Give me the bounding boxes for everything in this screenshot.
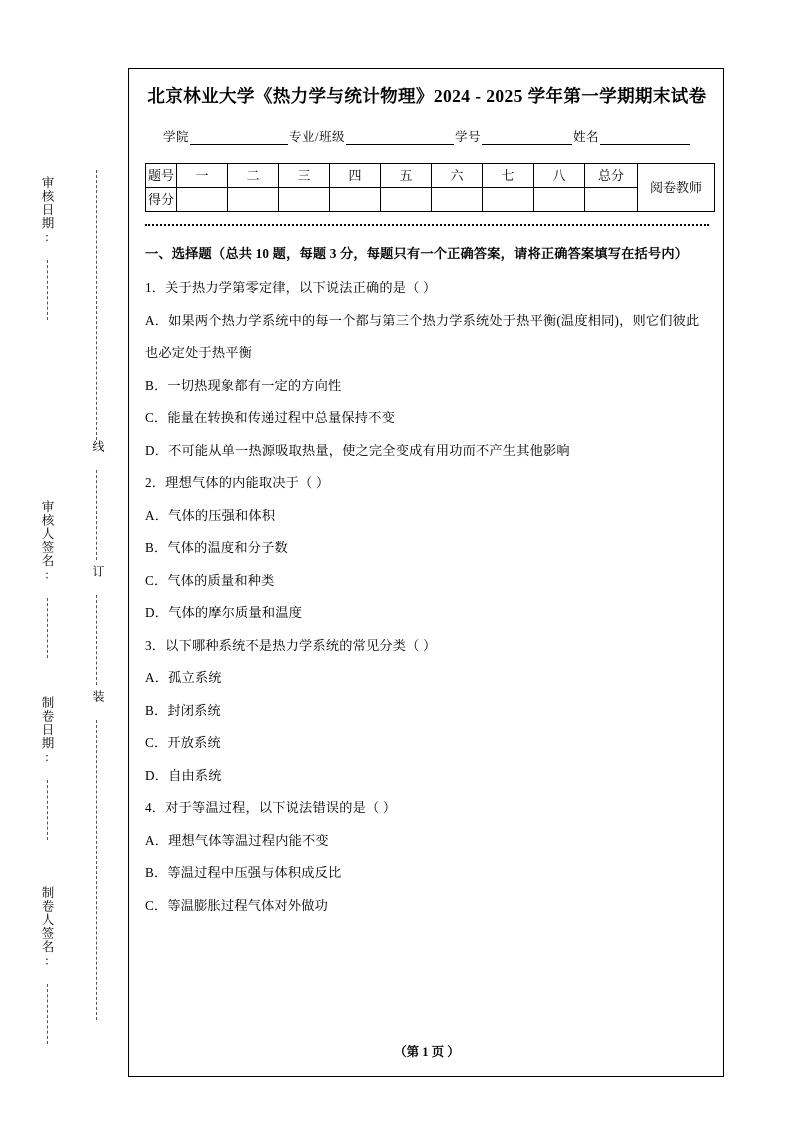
left-margin-annotations xyxy=(0,0,128,1122)
exam-page xyxy=(128,68,724,1077)
page-content xyxy=(145,79,709,922)
seal-label-bind: 订 xyxy=(91,565,105,577)
field-blank-name[interactable] xyxy=(600,130,690,145)
question-3-stem: 3．以下哪种系统不是热力学系统的常见分类（ ） xyxy=(145,637,437,653)
score-value-7[interactable] xyxy=(483,188,534,212)
margin-reviewer-signature: 审核人签名: xyxy=(40,500,54,583)
margin-paper-signature: 制卷人签名: xyxy=(40,886,54,969)
score-row2-header-text: 得分 xyxy=(147,191,174,207)
question-4-option-b: B．等温过程中压强与体积成反比 xyxy=(145,865,342,880)
margin-paper-signature-line xyxy=(47,984,48,1044)
score-col-2: 二 xyxy=(228,164,279,188)
question-2-option-d: D．气体的摩尔质量和温度 xyxy=(145,605,302,620)
field-label-studentid: 学号 xyxy=(454,130,481,144)
question-2-option-c: C．气体的质量和种类 xyxy=(145,572,275,588)
question-1-option-a: A．如果两个热力学系统中的每一个都与第三个热力学系统处于热平衡(温度相同)，则它们彼此也必定处于热平衡 xyxy=(145,312,700,360)
question-3-option-c: C．开放系统 xyxy=(145,735,221,750)
score-teacher-label: 阅卷教师 xyxy=(649,179,702,195)
score-table-row-header xyxy=(146,164,715,188)
margin-review-date-line xyxy=(47,260,48,320)
question-4-option-c: C．等温膨胀过程气体对外做功 xyxy=(145,897,329,913)
score-value-3[interactable] xyxy=(279,188,330,212)
seal-dash-bottom xyxy=(96,720,97,1020)
question-4-option-a: A．理想气体等温过程内能不变 xyxy=(145,832,329,848)
exam-body xyxy=(145,240,709,922)
question-1-option-b: B．一切热现象都有一定的方向性 xyxy=(145,377,342,393)
field-label-name: 姓名 xyxy=(573,130,600,144)
question-4-stem: 4．对于等温过程，以下说法错误的是（ ） xyxy=(145,800,397,815)
question-3-option-a: A．孤立系统 xyxy=(145,670,222,685)
score-col-total: 总分 xyxy=(585,164,638,188)
field-blank-major[interactable] xyxy=(346,130,454,145)
field-label-college: 学院 xyxy=(162,130,189,144)
section-heading: 一、选择题（总共 10 题，每题 3 分，每题只有一个正确答案，请将正确答案填写在括号内） xyxy=(145,246,689,261)
section-divider xyxy=(145,224,709,226)
seal-dash-top xyxy=(96,170,97,440)
score-col-5: 五 xyxy=(381,164,432,188)
score-value-1[interactable] xyxy=(177,188,228,212)
page-title: 北京林业大学《热力学与统计物理》2024 - 2025 学年第一学期期末试卷 xyxy=(147,86,707,106)
score-col-1: 一 xyxy=(177,164,228,188)
margin-paper-date-line xyxy=(47,780,48,840)
margin-review-date: 审核日期: xyxy=(40,176,54,245)
field-blank-studentid[interactable] xyxy=(482,130,572,145)
field-blank-college[interactable] xyxy=(190,130,288,145)
seal-dash-mid1 xyxy=(96,470,97,560)
page-footer: （第 1 页 ） xyxy=(394,1045,460,1059)
question-2-option-b: B．气体的温度和分子数 xyxy=(145,540,288,555)
score-col-3: 三 xyxy=(279,164,330,188)
field-label-major: 专业/班级 xyxy=(289,130,345,144)
score-table-row-values xyxy=(146,188,715,212)
question-1-option-d: D．不可能从单一热源吸取热量，使之完全变成有用功而不产生其他影响 xyxy=(145,442,570,458)
score-col-teacher xyxy=(638,164,715,212)
question-2-stem: 2．理想气体的内能取决于（ ） xyxy=(145,475,330,490)
score-value-8[interactable] xyxy=(534,188,585,212)
score-col-6: 六 xyxy=(432,164,483,188)
score-col-8: 八 xyxy=(534,164,585,188)
margin-paper-date: 制卷日期: xyxy=(40,696,54,765)
score-value-6[interactable] xyxy=(432,188,483,212)
score-value-4[interactable] xyxy=(330,188,381,212)
seal-label-line: 线 xyxy=(91,440,105,452)
score-col-7: 七 xyxy=(483,164,534,188)
score-row1-header-text: 题号 xyxy=(147,167,174,183)
student-info-line xyxy=(145,127,709,145)
score-table-head-2 xyxy=(146,188,177,212)
score-table-head-1 xyxy=(146,164,177,188)
question-1-stem: 1．关于热力学第零定律，以下说法正确的是（ ） xyxy=(145,280,437,295)
score-value-5[interactable] xyxy=(381,188,432,212)
score-col-4: 四 xyxy=(330,164,381,188)
question-2-option-a: A．气体的压强和体积 xyxy=(145,507,276,523)
score-value-2[interactable] xyxy=(228,188,279,212)
question-3-option-d: D．自由系统 xyxy=(145,767,222,783)
question-1-option-c: C．能量在转换和传递过程中总量保持不变 xyxy=(145,410,395,425)
seal-label-seal: 装 xyxy=(91,690,105,702)
margin-reviewer-signature-line xyxy=(47,598,48,658)
seal-dash-mid2 xyxy=(96,595,97,685)
question-3-option-b: B．封闭系统 xyxy=(145,702,221,718)
score-value-total[interactable] xyxy=(585,188,638,212)
score-table xyxy=(145,163,715,212)
